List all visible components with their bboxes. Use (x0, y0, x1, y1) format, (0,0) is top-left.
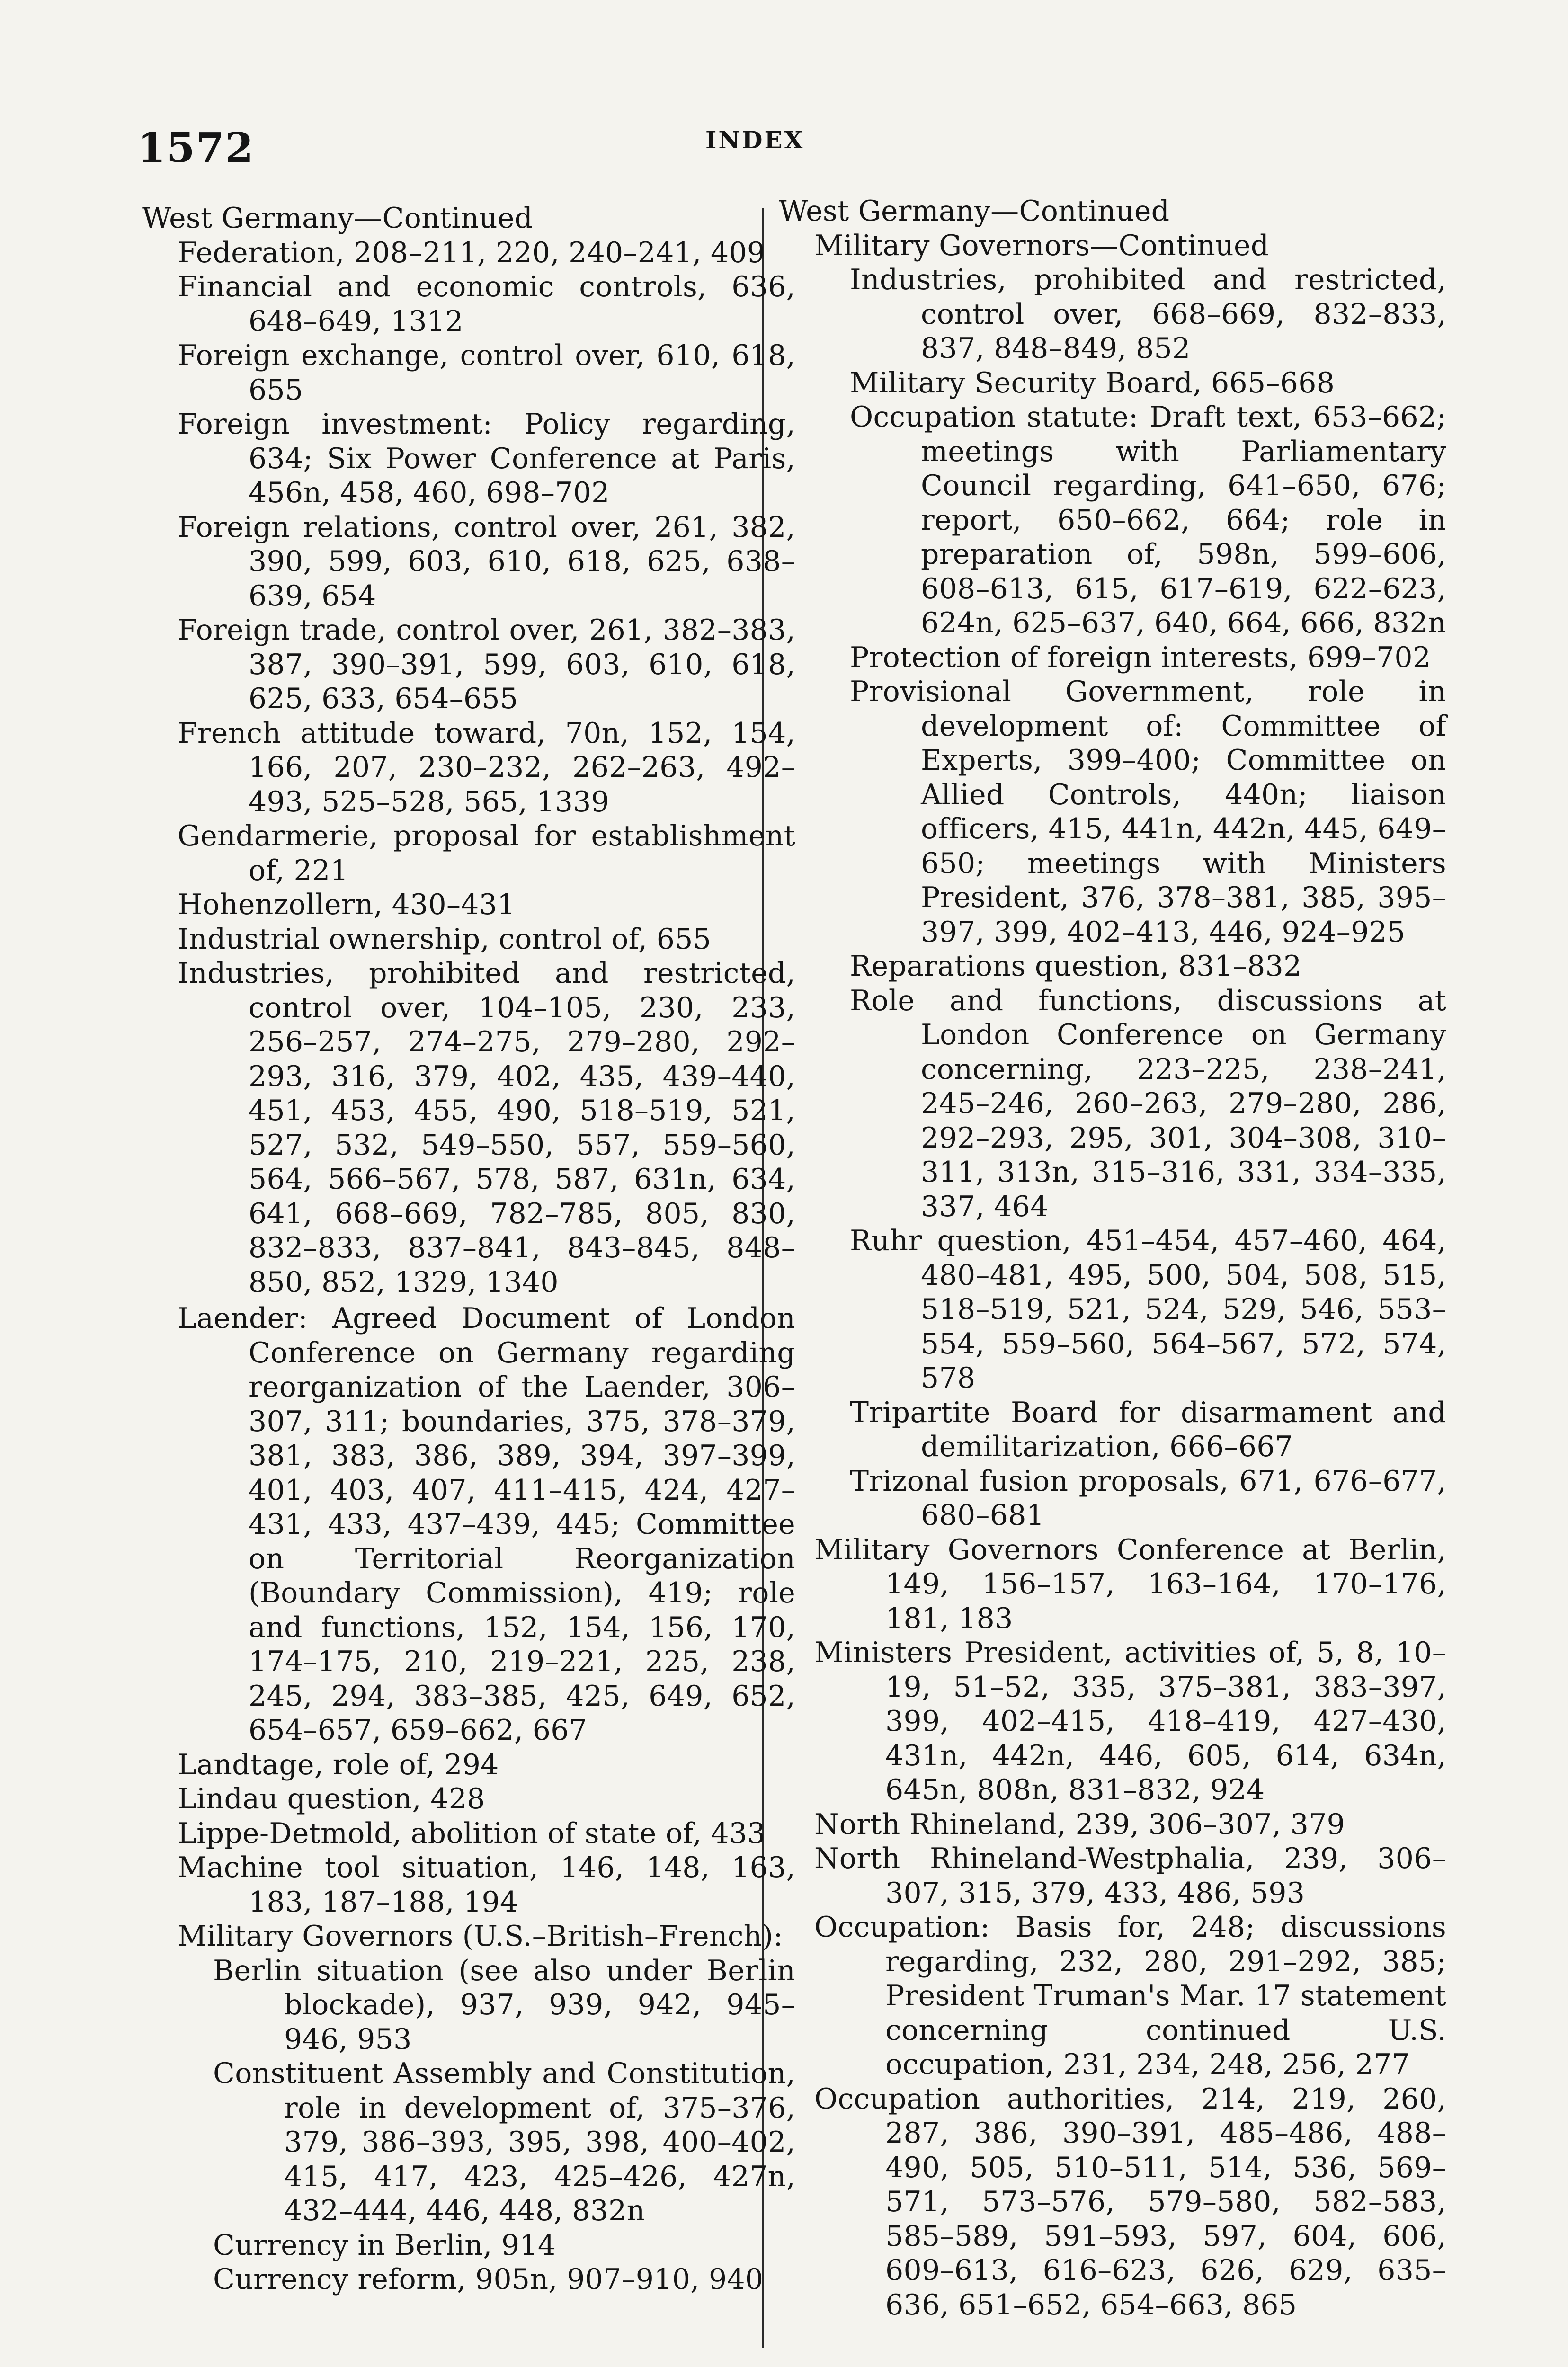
index-entry: Lindau question, 428 (178, 1782, 485, 1815)
index-entry: Occupation authorities, 214, 219, 260, 287, 386, 390–391, 485–486, 488–490, 505, 510–511, 514, 536, 569–571, 573–576, 579–580, 582–583, 585–589, 591–593, 597, 604, 606, 609–613, 616–623, 626, 629, 635–636, 651–652, 654–663, 865 (814, 2082, 1446, 2322)
index-entry: Occupation statute: Draft text, 653–662; meetings with Parliamentary Council regarding, 641–650, 676; report, 650–662, 664; role in preparation of, 598n, 599–606, 608–613, 615, 617–619, 622–623, 624n, 625–637, 640, 664, 666, 832n (850, 400, 1446, 640)
index-entry: Financial and economic controls, 636, 648–649, 1312 (178, 270, 795, 338)
index-entry: Currency in Berlin, 914 (213, 2228, 556, 2262)
index-entry: Federation, 208–211, 220, 240–241, 409 (178, 236, 766, 269)
page-number: 1572 (137, 124, 255, 172)
index-entry: West Germany—Continued (142, 202, 533, 235)
index-entry: Military Governors (U.S.–British–French): (178, 1920, 783, 1953)
index-entry: Industrial ownership, control of, 655 (178, 922, 712, 956)
index-entry: Role and functions, discussions at London Conference on Germany concerning, 223–225, 238–241, 245–246, 260–263, 279–280, 286, 292–293, 295, 301, 304–308, 310–311, 313n, 315–316, 331, 334–335, 337, 464 (850, 984, 1446, 1223)
index-entry: Military Governors Conference at Berlin, 149, 156–157, 163–164, 170–176, 181, 183 (814, 1533, 1446, 1635)
index-entry: Foreign relations, control over, 261, 382, 390, 599, 603, 610, 618, 625, 638–639, 654 (178, 510, 795, 613)
index-entry: Industries, prohibited and restricted, control over, 104–105, 230, 233, 256–257, 274–275, 279–280, 292–293, 316, 379, 402, 435, 439–440, 451, 453, 455, 490, 518–519, 521, 527, 532, 549–550, 557, 559–560, 564, 566–567, 578, 587, 631n, 634, 641, 668–669, 782–785, 805, 830, 832–833, 837–841, 843–845, 848–850, 852, 1329, 1340 (178, 957, 795, 1299)
index-entry: Currency reform, 905n, 907–910, 940 (213, 2263, 764, 2296)
index-entry: Hohenzollern, 430–431 (178, 888, 516, 921)
index-entry: Occupation: Basis for, 248; discussions regarding, 232, 280, 291–292, 385; President Truman's Mar. 17 statement concerning continued U.S. occupation, 231, 234, 248, 256, 277 (814, 1911, 1446, 2081)
index-entry: West Germany—Continued (779, 195, 1170, 228)
index-entry: French attitude toward, 70n, 152, 154, 166, 207, 230–232, 262–263, 492–493, 525–528, 565, 1339 (178, 716, 795, 819)
index-entry: Provisional Government, role in development of: Committee of Experts, 399–400; Committee on Allied Controls, 440n; liaison officers, 415, 441n, 442n, 445, 649–650; meetings with Ministers President, 376, 378–381, 385, 395–397, 399, 402–413, 446, 924–925 (850, 675, 1446, 949)
running-head: INDEX (705, 126, 805, 154)
index-entry: North Rhineland, 239, 306–307, 379 (814, 1807, 1345, 1841)
index-entry: Machine tool situation, 146, 148, 163, 183, 187–188, 194 (178, 1851, 795, 1919)
index-entry: Gendarmerie, proposal for establishment of, 221 (178, 819, 795, 887)
index-entry: Tripartite Board for disarmament and demilitarization, 666–667 (850, 1396, 1446, 1463)
index-entry: Reparations question, 831–832 (850, 950, 1302, 983)
index-entry: Foreign trade, control over, 261, 382–383, 387, 390–391, 599, 603, 610, 618, 625, 633, 654–655 (178, 614, 795, 715)
index-entry: Ruhr question, 451–454, 457–460, 464, 480–481, 495, 500, 504, 508, 515, 518–519, 521, 524, 529, 546, 553–554, 559–560, 564–567, 572, 574, 578 (850, 1224, 1446, 1395)
index-entry: Industries, prohibited and restricted, control over, 668–669, 832–833, 837, 848–849, 852 (850, 263, 1446, 365)
index-entry: Berlin situation (see also under Berlin blockade), 937, 939, 942, 945–946, 953 (213, 1954, 795, 2056)
index-entry: Lippe-Detmold, abolition of state of, 433 (178, 1816, 766, 1850)
index-entry: Laender: Agreed Document of London Conference on Germany regarding reorganization of the Laender, 306–307, 311; boundaries, 375, 378–379, 381, 383, 386, 389, 394, 397–399, 401, 403, 407, 411–415, 424, 427–431, 433, 437–439, 445; Committee on Territorial Reorganization (Boundary Commission), 419; role and functions, 152, 154, 156, 170, 174–175, 210, 219–221, 225, 238, 245, 294, 383–385, 425, 649, 652, 654–657, 659–662, 667 (178, 1302, 795, 1747)
index-entry: Military Governors—Continued (814, 229, 1269, 262)
index-entry: Protection of foreign interests, 699–702 (850, 641, 1431, 674)
index-entry: Ministers President, activities of, 5, 8, 10–19, 51–52, 335, 375–381, 383–397, 399, 402–415, 418–419, 427–430, 431n, 442n, 446, 605, 614, 634n, 645n, 808n, 831–832, 924 (814, 1636, 1446, 1806)
index-entry: Foreign exchange, control over, 610, 618, 655 (178, 339, 795, 407)
index-entry: Military Security Board, 665–668 (850, 366, 1335, 400)
index-entry: Constituent Assembly and Constitution, role in development of, 375–376, 379, 386–393, 395, 398, 400–402, 415, 417, 423, 425–426, 427n, 432–444, 446, 448, 832n (213, 2057, 795, 2227)
index-entry: Foreign investment: Policy regarding, 634; Six Power Conference at Paris, 456n, 458, 460, 698–702 (178, 408, 795, 509)
index-entry: Trizonal fusion proposals, 671, 676–677, 680–681 (850, 1464, 1446, 1532)
index-entry: Landtage, role of, 294 (178, 1748, 499, 1781)
right-index-column (779, 194, 1446, 2322)
left-index-column (142, 201, 795, 2297)
index-entry: North Rhineland-Westphalia, 239, 306–307, 315, 379, 433, 486, 593 (814, 1842, 1446, 1910)
